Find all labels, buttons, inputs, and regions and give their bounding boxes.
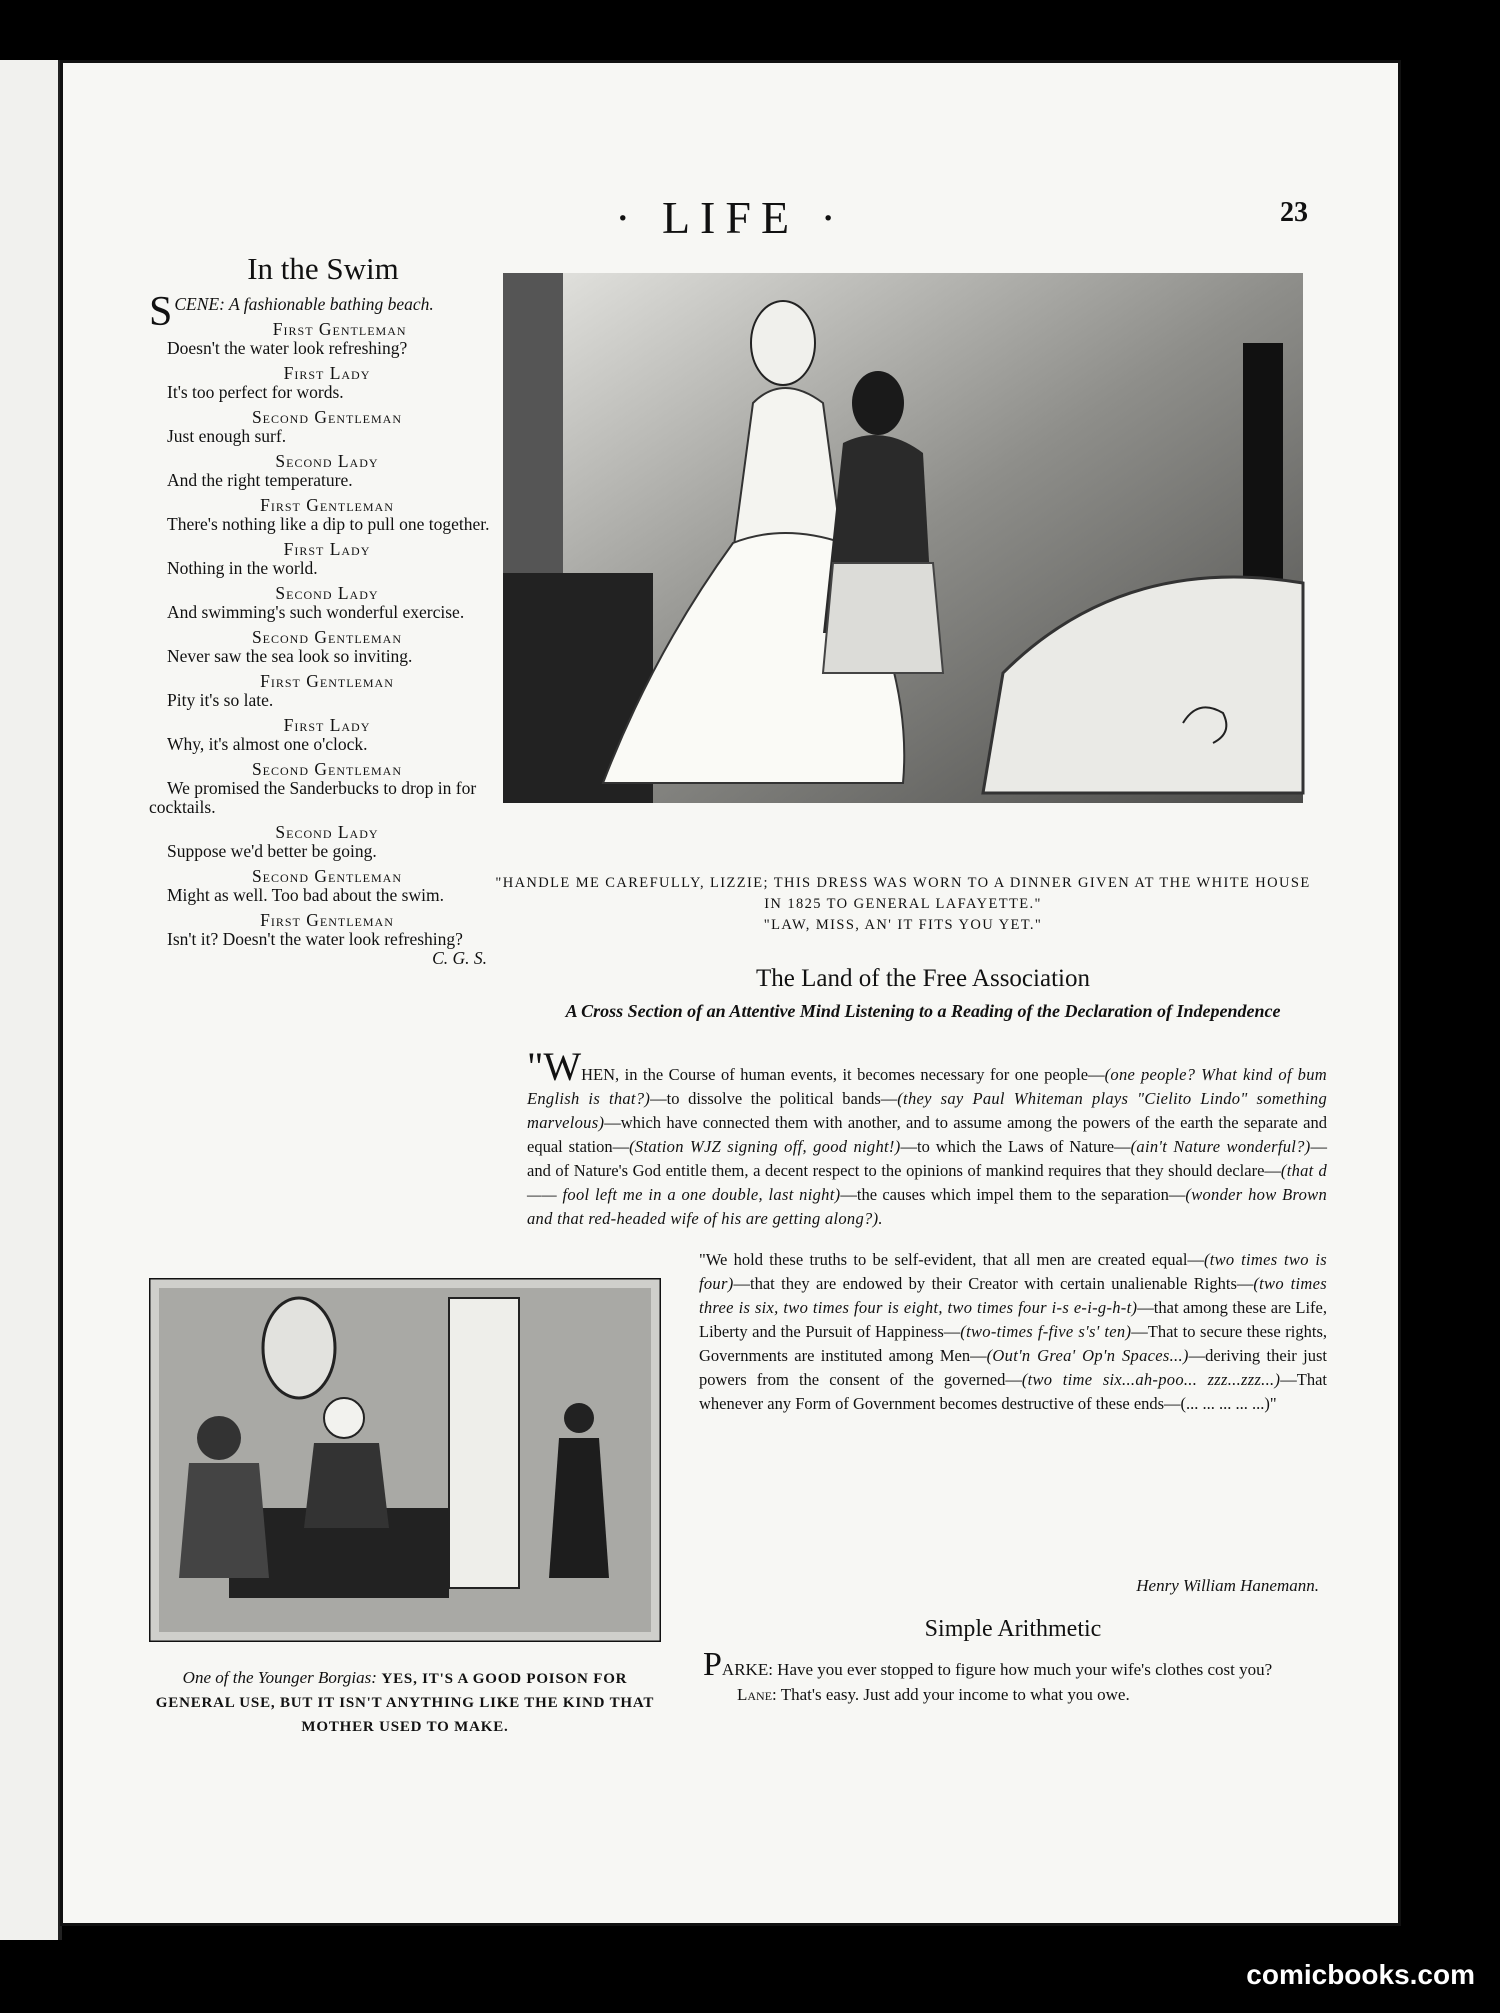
- line: Nothing in the world.: [167, 558, 318, 578]
- text-run: —That to secure these rights, Governments are instituted among Men—: [699, 1322, 1327, 1365]
- arith-title: Simple Arithmetic: [924, 1616, 1102, 1642]
- parke-text: Have you ever stopped to figure how much your wife's clothes cost you?: [777, 1660, 1273, 1679]
- line: Why, it's almost one o'clock.: [167, 734, 368, 754]
- borgia-caption-title: One of the Younger Borgias:: [182, 1668, 377, 1687]
- seated-woman-body: [304, 1443, 389, 1528]
- borgia-caption: [149, 1666, 661, 1739]
- swim-dialogue: [149, 289, 505, 968]
- swim-dropcap: S: [149, 289, 173, 335]
- parke-line: [703, 1646, 1323, 1683]
- borgia-caption-text: YES, IT'S A GOOD POISON FOR GENERAL USE, BUT IT ISN'T ANYTHING LIKE THE KIND THAT MOTHER USED TO MAKE.: [155, 1671, 655, 1735]
- line: Isn't it? Doesn't the water look refreshing?: [167, 929, 463, 949]
- text-run: —that among these are Life, Liberty and the Pursuit of Happiness—: [699, 1298, 1327, 1341]
- line: Just enough surf.: [167, 426, 287, 446]
- speaker: Second Gentleman: [251, 407, 403, 427]
- main-caption-line-2: "LAW, MISS, AN' IT FITS YOU YET.": [763, 917, 1043, 933]
- text-run: —which have connected them with another, and to assume among the powers of the earth the separate and equal station—: [527, 1113, 1327, 1156]
- doorway: [449, 1298, 519, 1588]
- speaker: First Gentleman: [272, 319, 407, 339]
- servant-head: [564, 1403, 594, 1433]
- aside-run: (that d—— fool left me in a one double, last night): [527, 1161, 1327, 1204]
- watermark: comicbooks.com: [1246, 1959, 1475, 1990]
- magazine-page: [60, 60, 1401, 1926]
- lane-line: [703, 1682, 1323, 1707]
- bedpost: [1243, 343, 1283, 593]
- aside-run: (two time six...ah-poo... zzz...zzz...): [1021, 1370, 1281, 1389]
- woman-head: [751, 301, 815, 385]
- line: And swimming's such wonderful exercise.: [167, 602, 465, 622]
- line: Might as well. Too bad about the swim.: [167, 885, 444, 905]
- seated-man-body: [179, 1463, 269, 1578]
- line: Pity it's so late.: [167, 690, 274, 710]
- land-signature: Henry William Hanemann.: [1136, 1576, 1319, 1595]
- lane-text: That's easy. Just add your income to what you owe.: [780, 1685, 1130, 1704]
- text-run: —deriving their just powers from the consent of the governed—: [699, 1346, 1327, 1389]
- arith-dialogue: [703, 1646, 1323, 1707]
- line: We promised the Sanderbucks to drop in for cocktails.: [149, 778, 477, 817]
- aside-run: (Station WJZ signing off, good night!): [629, 1137, 901, 1156]
- line: And the right temperature.: [167, 470, 353, 490]
- speaker: Second Gentleman: [251, 866, 403, 886]
- land-subtitle: A Cross Section of an Attentive Mind Listening to a Reading of the Declaration of Independence: [565, 1001, 1281, 1021]
- page-number: 23: [1280, 197, 1308, 228]
- aside-run: (they say Paul Whiteman plays "Cielito Lindo" something marvelous): [527, 1089, 1328, 1132]
- swim-signature: C. G. S.: [432, 948, 487, 968]
- land-title: The Land of the Free Association: [756, 965, 1090, 992]
- line: Doesn't the water look refreshing?: [167, 338, 408, 358]
- borgia-illustration: [149, 1278, 661, 1642]
- speaker: First Gentleman: [260, 910, 394, 930]
- speaker: First Gentleman: [260, 495, 394, 515]
- aside-run: (two times three is six, two times four is eight, two times four i-s e-i-g-h-t): [699, 1274, 1327, 1317]
- speaker: First Lady: [283, 715, 371, 735]
- aside-run: (two-times f-five s's' ten): [960, 1322, 1132, 1341]
- text-run: —That whenever any Form of Government becomes destructive of these ends—(... ... ... ... ...)": [699, 1370, 1327, 1413]
- aside-run: (wonder how Brown and that red-headed wife of his are getting along?).: [527, 1185, 1327, 1228]
- land-paragraph-1: [527, 1044, 1328, 1231]
- main-illustration: [483, 253, 1327, 853]
- aside-run: (two times two is four): [699, 1250, 1328, 1293]
- main-caption: [493, 873, 1313, 936]
- aside-run: (one people? What kind of bum English is that?): [527, 1065, 1327, 1108]
- servant-body: [549, 1438, 609, 1578]
- previous-page-edge: [0, 60, 62, 1940]
- speaker: Second Gentleman: [251, 627, 403, 647]
- swim-scene-text: CENE: A fashionable bathing beach.: [174, 294, 434, 314]
- line: Never saw the sea look so inviting.: [167, 646, 413, 666]
- swim-title: In the Swim: [247, 251, 399, 286]
- text-run: —to dissolve the political bands—: [650, 1089, 898, 1108]
- line: Suppose we'd better be going.: [167, 841, 377, 861]
- text-run: "We hold these truths to be self-evident, that all men are created equal—: [699, 1250, 1204, 1269]
- text-run: —the causes which impel them to the separation—: [840, 1185, 1186, 1204]
- parke-speaker: ARKE:: [721, 1660, 773, 1679]
- masthead: · LIFE ·: [615, 192, 846, 243]
- maid-apron: [823, 563, 943, 673]
- speaker: First Lady: [283, 363, 371, 383]
- text-run: —that they are endowed by their Creator with certain unalienable Rights—: [733, 1274, 1254, 1293]
- line: It's too perfect for words.: [167, 382, 344, 402]
- speaker: Second Gentleman: [251, 759, 403, 779]
- text-run: HEN, in the Course of human events, it becomes necessary for one people—: [581, 1065, 1105, 1084]
- text-run: —and of Nature's God entitle them, a decent respect to the opinions of mankind requires that they should declare—: [527, 1137, 1327, 1180]
- portrait-medallion: [263, 1298, 335, 1398]
- main-caption-line-1: "HANDLE ME CAREFULLY, LIZZIE; THIS DRESS WAS WORN TO A DINNER GIVEN AT THE WHITE HOUSE IN 1825 TO GENERAL LAFAYETTE.": [495, 875, 1311, 912]
- speaker: Second Lady: [275, 451, 379, 471]
- land-dropcap: "W: [527, 1044, 582, 1089]
- land-paragraph-2: [699, 1248, 1327, 1416]
- aside-run: (Out'n Grea' Op'n Spaces...): [986, 1346, 1189, 1365]
- arith-dropcap: P: [703, 1646, 722, 1683]
- aside-run: (ain't Nature wonderful?): [1130, 1137, 1311, 1156]
- text-run: —to which the Laws of Nature—: [900, 1137, 1131, 1156]
- seated-man-head: [197, 1416, 241, 1460]
- speaker: First Gentleman: [260, 671, 394, 691]
- speaker: First Lady: [283, 539, 371, 559]
- lane-speaker: Lane:: [737, 1685, 777, 1704]
- speaker: Second Lady: [275, 822, 379, 842]
- maid-head: [852, 371, 904, 435]
- line: There's nothing like a dip to pull one together.: [167, 514, 490, 534]
- seated-woman-head: [324, 1398, 364, 1438]
- speaker: Second Lady: [275, 583, 379, 603]
